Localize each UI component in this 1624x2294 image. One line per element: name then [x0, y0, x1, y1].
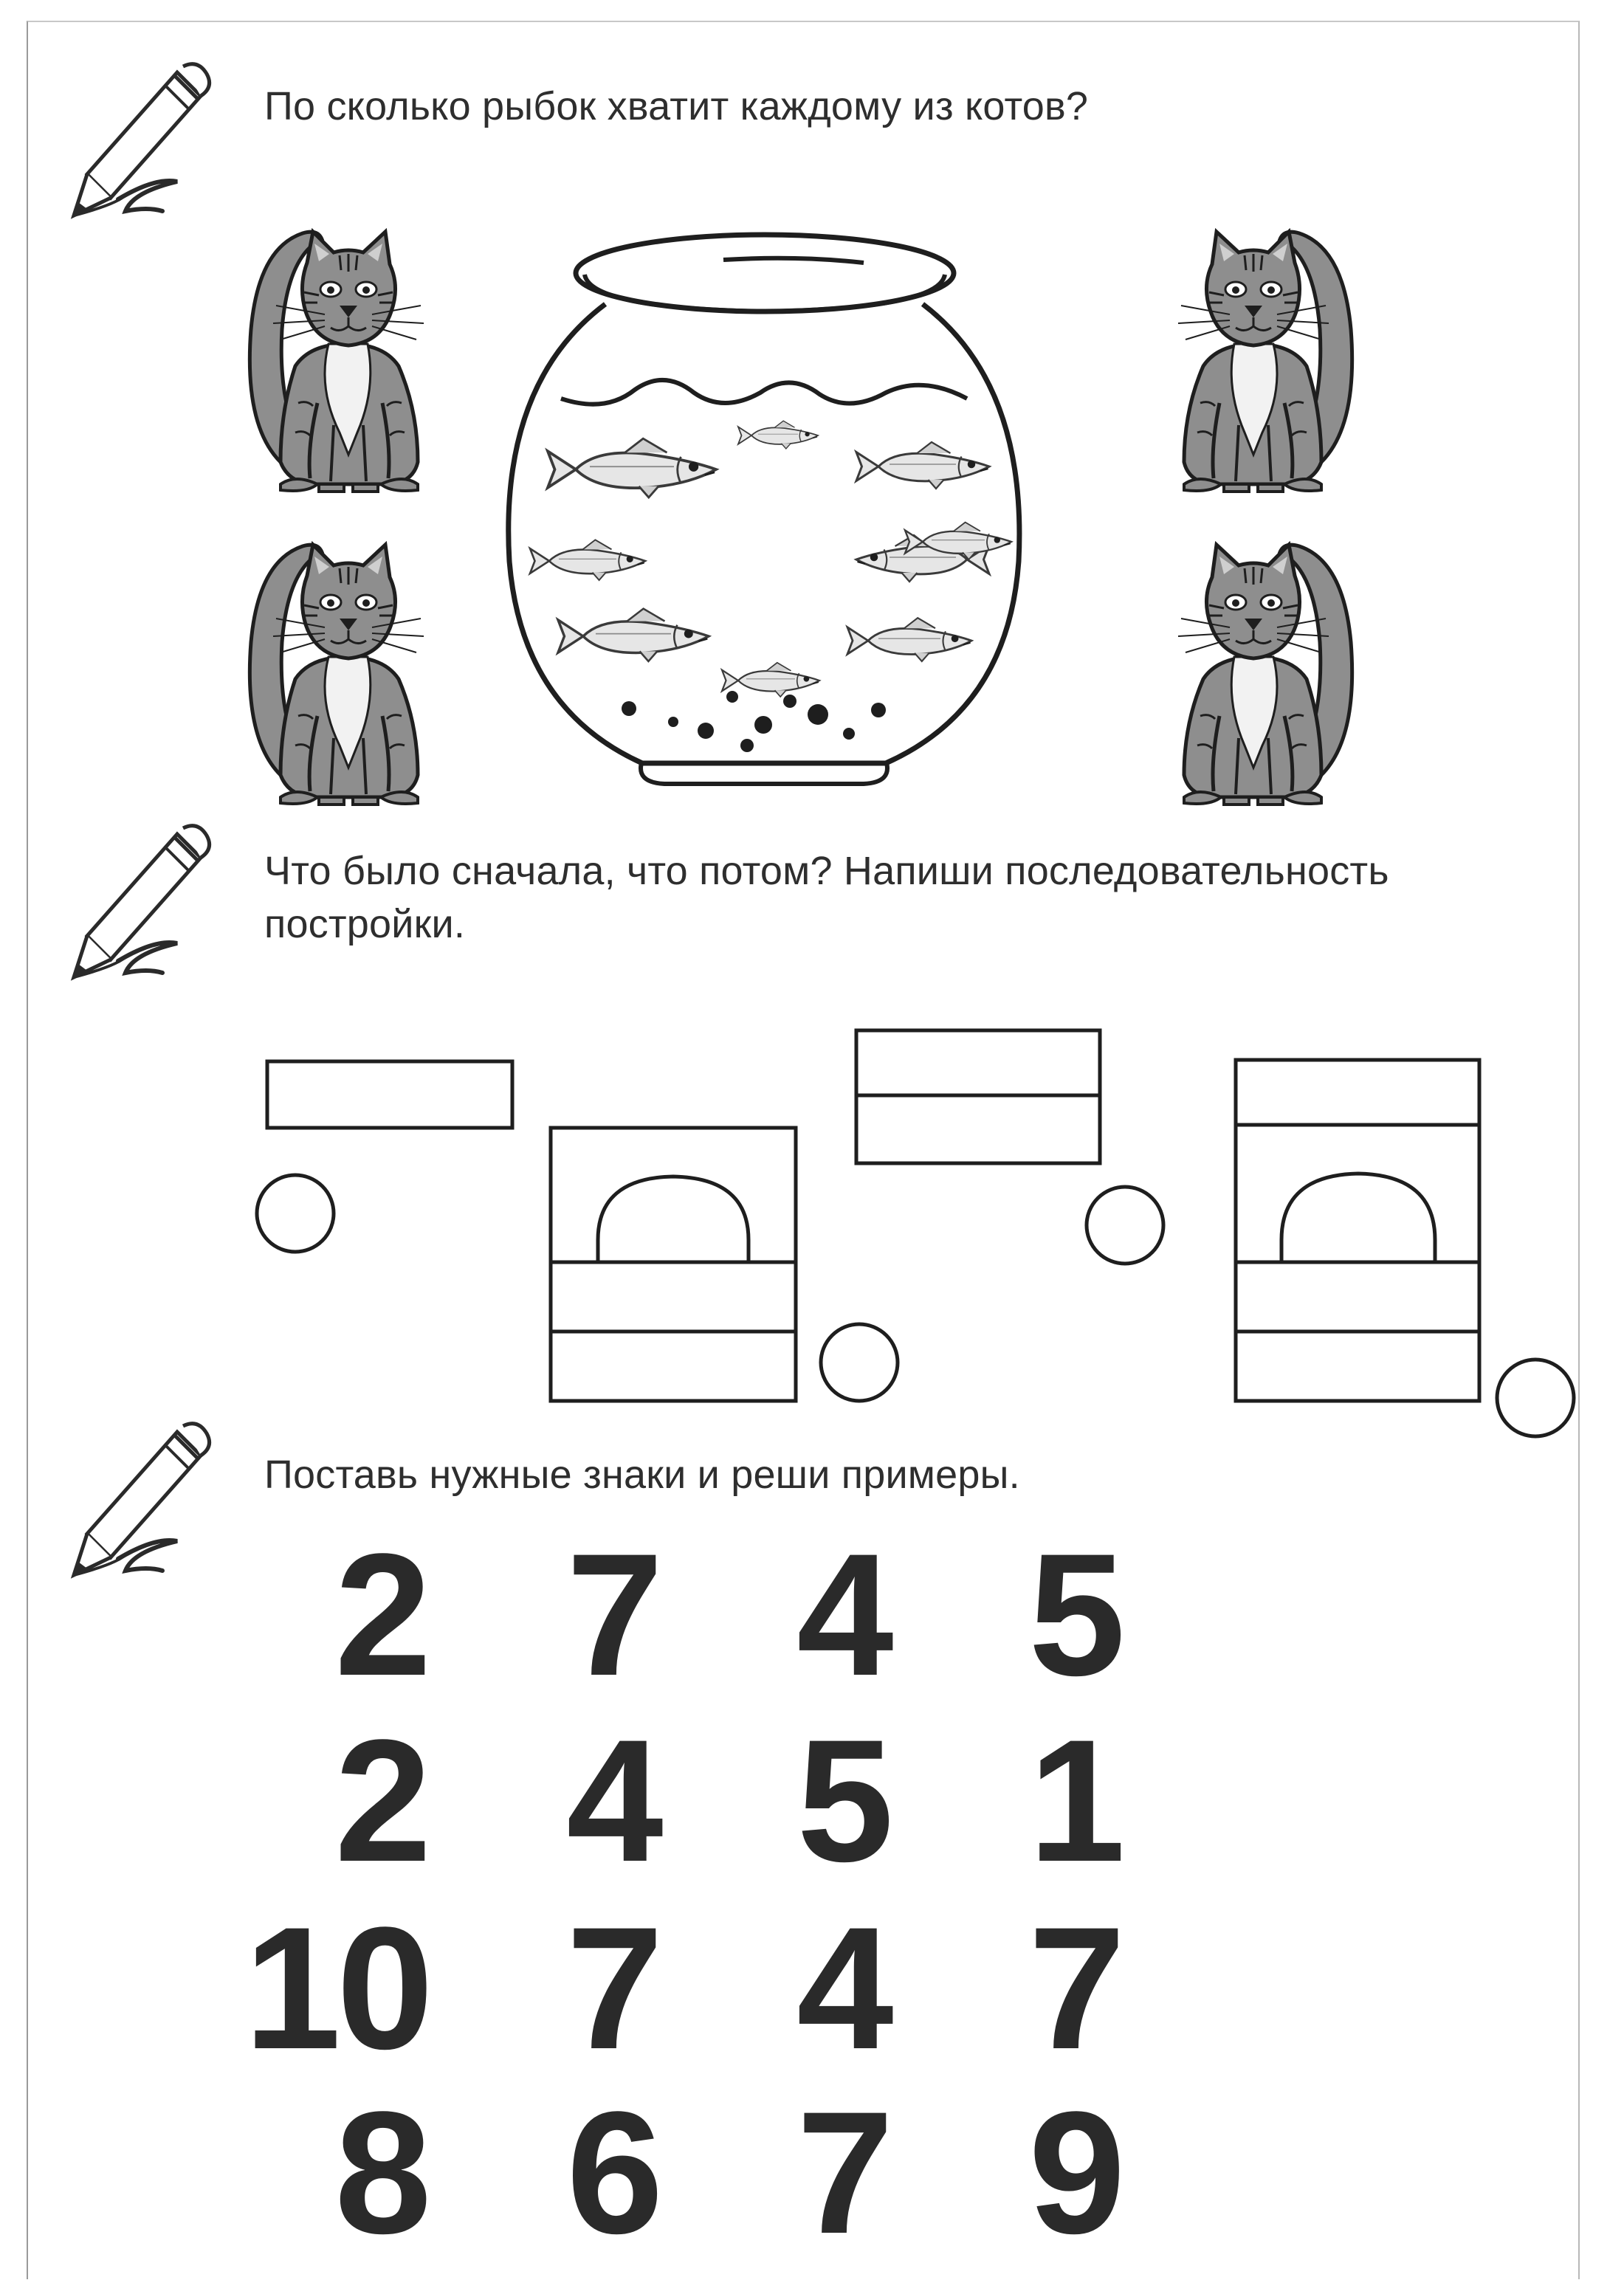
building-sequence — [257, 1030, 1574, 1436]
order-circle-a[interactable] — [257, 1175, 334, 1252]
pencil-icon-task-2 — [74, 826, 210, 977]
order-circle-b[interactable] — [821, 1324, 898, 1401]
task-2-text-line-1: Что было сначала, что потом? Напиши последовательность — [264, 849, 1389, 893]
fishbowl-icon — [509, 235, 1019, 784]
example-4-number-2: 6 — [566, 2076, 659, 2270]
task-2-text-line-2: постройки. — [264, 902, 466, 946]
order-circle-d[interactable] — [1497, 1360, 1574, 1436]
cat-icon-bottom-left — [250, 545, 424, 805]
example-3-number-4: 7 — [1028, 1891, 1121, 2086]
example-3-number-2: 7 — [566, 1891, 659, 2086]
example-1-number-4: 5 — [1028, 1518, 1121, 1712]
building-step-d — [1236, 1060, 1479, 1401]
example-3-number-3: 4 — [796, 1891, 890, 2086]
example-1-number-3: 4 — [796, 1518, 890, 1712]
pencil-icon-task-1 — [74, 64, 210, 216]
cat-icon-top-right — [1178, 232, 1352, 492]
example-2-number-3: 5 — [796, 1704, 890, 1898]
example-1-number-1: 2 — [334, 1518, 427, 1712]
example-4-number-1: 8 — [334, 2076, 427, 2270]
task-1-text: По сколько рыбок хватит каждому из котов? — [264, 84, 1089, 128]
building-step-a — [267, 1061, 512, 1128]
example-1-number-2: 7 — [566, 1518, 659, 1712]
example-4-number-3: 7 — [796, 2076, 890, 2270]
building-step-c — [856, 1030, 1100, 1163]
cat-icon-bottom-right — [1178, 545, 1352, 805]
cat-icon-top-left — [250, 232, 424, 492]
building-step-b — [551, 1128, 796, 1401]
example-4-number-4: 9 — [1028, 2076, 1121, 2270]
example-2-number-1: 2 — [334, 1704, 427, 1898]
example-3-number-1: 10 — [244, 1891, 430, 2086]
task-3-text: Поставь нужные знаки и реши примеры. — [264, 1453, 1020, 1497]
order-circle-c[interactable] — [1087, 1187, 1163, 1264]
example-2-number-2: 4 — [566, 1704, 659, 1898]
example-2-number-4: 1 — [1028, 1704, 1121, 1898]
pencil-icon-task-3 — [74, 1424, 210, 1575]
